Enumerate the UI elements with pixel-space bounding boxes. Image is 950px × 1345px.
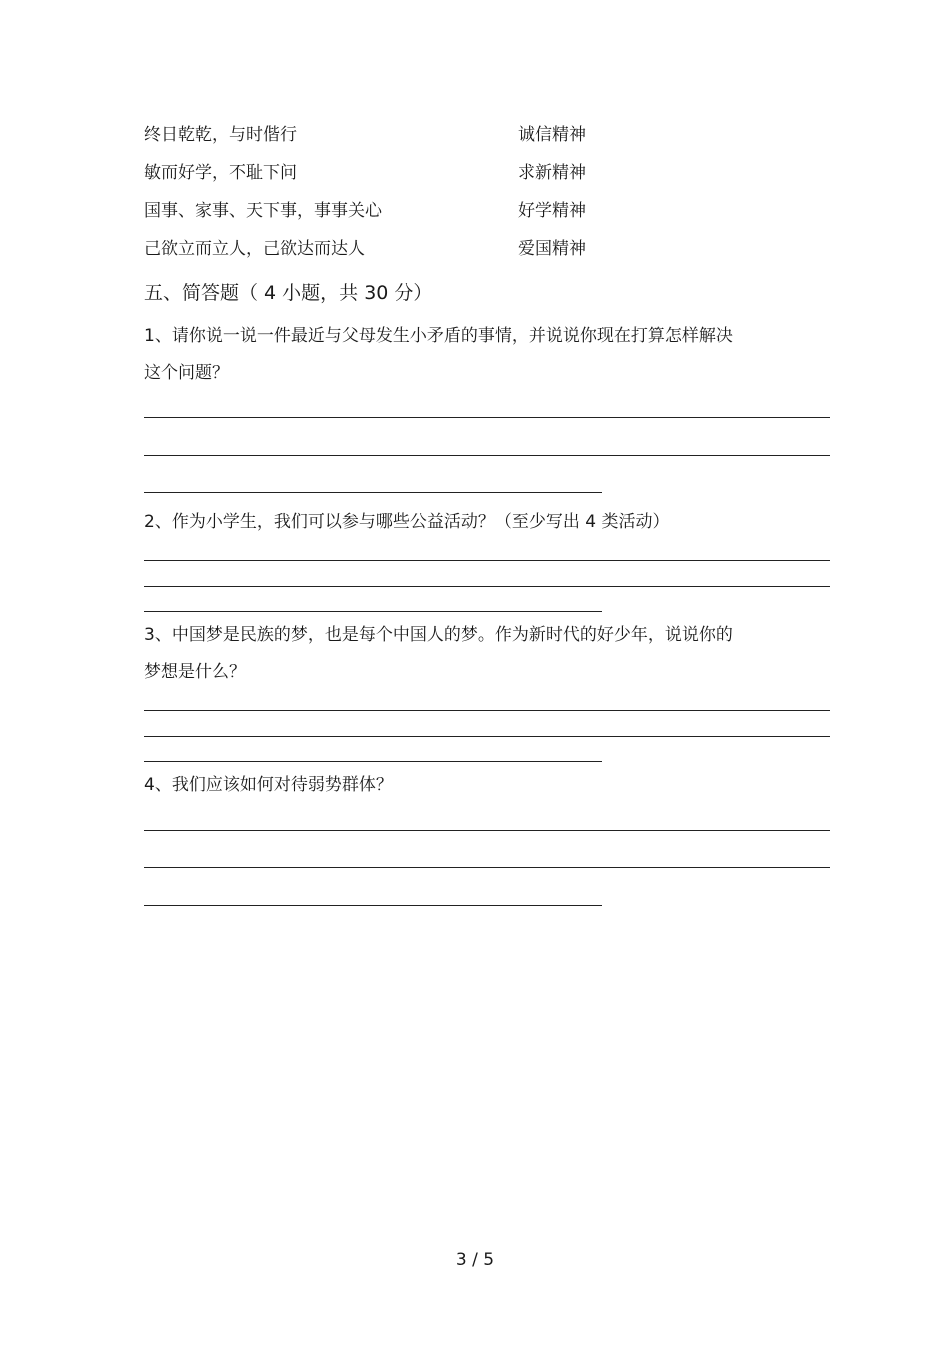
answer-line[interactable] bbox=[144, 455, 830, 456]
answer-line[interactable] bbox=[144, 586, 830, 587]
question-4-text: 4、我们应该如何对待弱势群体？ bbox=[144, 775, 393, 795]
matching-right-item: 求新精神 bbox=[518, 163, 586, 183]
answer-line[interactable] bbox=[144, 830, 830, 831]
matching-right-item: 爱国精神 bbox=[518, 239, 586, 259]
matching-left-item: 己欲立而立人，己欲达而达人 bbox=[144, 239, 365, 259]
answer-line[interactable] bbox=[144, 611, 602, 612]
section-title: 五、简答题（ 4 小题，共 30 分） bbox=[144, 282, 433, 304]
question-3-text: 3、中国梦是民族的梦，也是每个中国人的梦。作为新时代的好少年，说说你的 bbox=[144, 625, 733, 645]
answer-line[interactable] bbox=[144, 417, 830, 418]
question-1-text: 1、请你说一说一件最近与父母发生小矛盾的事情，并说说你现在打算怎样解决 bbox=[144, 326, 733, 346]
question-1-text-cont: 这个问题？ bbox=[144, 363, 229, 383]
matching-left-item: 敏而好学，不耻下问 bbox=[144, 163, 297, 183]
answer-line[interactable] bbox=[144, 492, 602, 493]
matching-left-item: 国事、家事、天下事，事事关心 bbox=[144, 201, 382, 221]
matching-right-item: 诚信精神 bbox=[518, 125, 586, 145]
question-2-text: 2、作为小学生，我们可以参与哪些公益活动？（至少写出 4 类活动） bbox=[144, 512, 670, 532]
answer-line[interactable] bbox=[144, 867, 830, 868]
answer-line[interactable] bbox=[144, 710, 830, 711]
answer-line[interactable] bbox=[144, 560, 830, 561]
answer-line[interactable] bbox=[144, 761, 602, 762]
question-3-text-cont: 梦想是什么？ bbox=[144, 662, 246, 682]
matching-left-item: 终日乾乾，与时偕行 bbox=[144, 125, 297, 145]
matching-right-item: 好学精神 bbox=[518, 201, 586, 221]
answer-line[interactable] bbox=[144, 905, 602, 906]
page-number: 3 / 5 bbox=[455, 1250, 495, 1270]
answer-line[interactable] bbox=[144, 736, 830, 737]
